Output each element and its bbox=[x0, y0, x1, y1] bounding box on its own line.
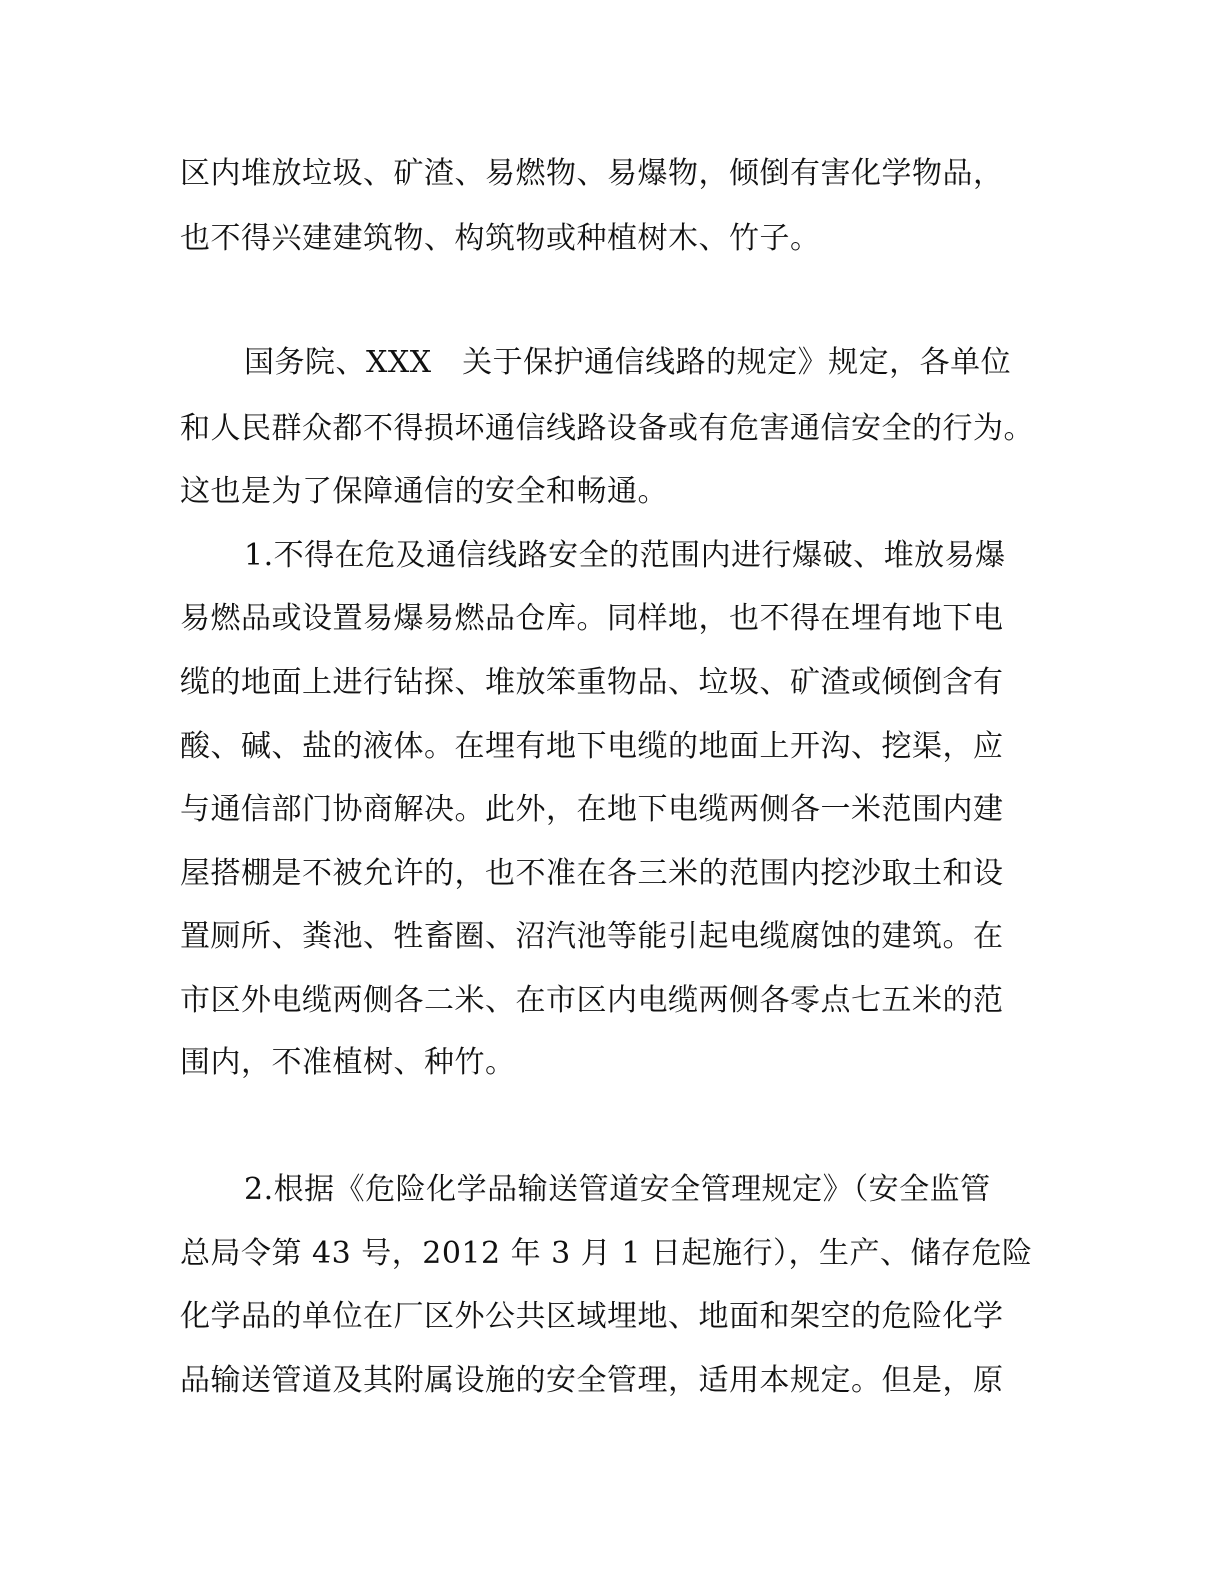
text-line: 这也是为了保障通信的安全和畅通。 bbox=[180, 474, 668, 509]
text-line: 区内堆放垃圾、矿渣、易燃物、易爆物，倾倒有害化学物品， bbox=[180, 156, 1004, 191]
text-line: 酸、碱、盐的液体。在埋有地下电缆的地面上开沟、挖渠，应 bbox=[180, 729, 1004, 764]
paragraph-first-line: 国务院、XXX 关于保护通信线路的规定》规定，各单位 bbox=[244, 345, 1012, 380]
text-line: 总局令第 43 号，2012 年 3 月 1 日起施行），生产、储存危险 bbox=[180, 1236, 1033, 1271]
text-line: 和人民群众都不得损坏通信线路设备或有危害通信安全的行为。 bbox=[180, 411, 1034, 446]
text-line: 置厕所、粪池、牲畜圈、沼汽池等能引起电缆腐蚀的建筑。在 bbox=[180, 919, 1004, 954]
text-line: 围内，不准植树、种竹。 bbox=[180, 1045, 516, 1080]
text-line: 也不得兴建建筑物、构筑物或种植树木、竹子。 bbox=[180, 221, 821, 256]
text-line: 易燃品或设置易爆易燃品仓库。同样地，也不得在埋有地下电 bbox=[180, 601, 1004, 636]
paragraph-first-line: 1.不得在危及通信线路安全的范围内进行爆破、堆放易爆 bbox=[244, 538, 1006, 573]
paragraph-first-line: 2.根据《危险化学品输送管道安全管理规定》（安全监管 bbox=[244, 1172, 991, 1207]
text-line: 化学品的单位在厂区外公共区域埋地、地面和架空的危险化学 bbox=[180, 1299, 1004, 1334]
text-line: 市区外电缆两侧各二米、在市区内电缆两侧各零点七五米的范 bbox=[180, 983, 1004, 1018]
text-line: 屋搭棚是不被允许的，也不准在各三米的范围内挖沙取土和设 bbox=[180, 856, 1004, 891]
text-line: 品输送管道及其附属设施的安全管理，适用本规定。但是，原 bbox=[180, 1363, 1004, 1398]
text-line: 缆的地面上进行钻探、堆放笨重物品、垃圾、矿渣或倾倒含有 bbox=[180, 665, 1004, 700]
text-line: 与通信部门协商解决。此外，在地下电缆两侧各一米范围内建 bbox=[180, 792, 1004, 827]
